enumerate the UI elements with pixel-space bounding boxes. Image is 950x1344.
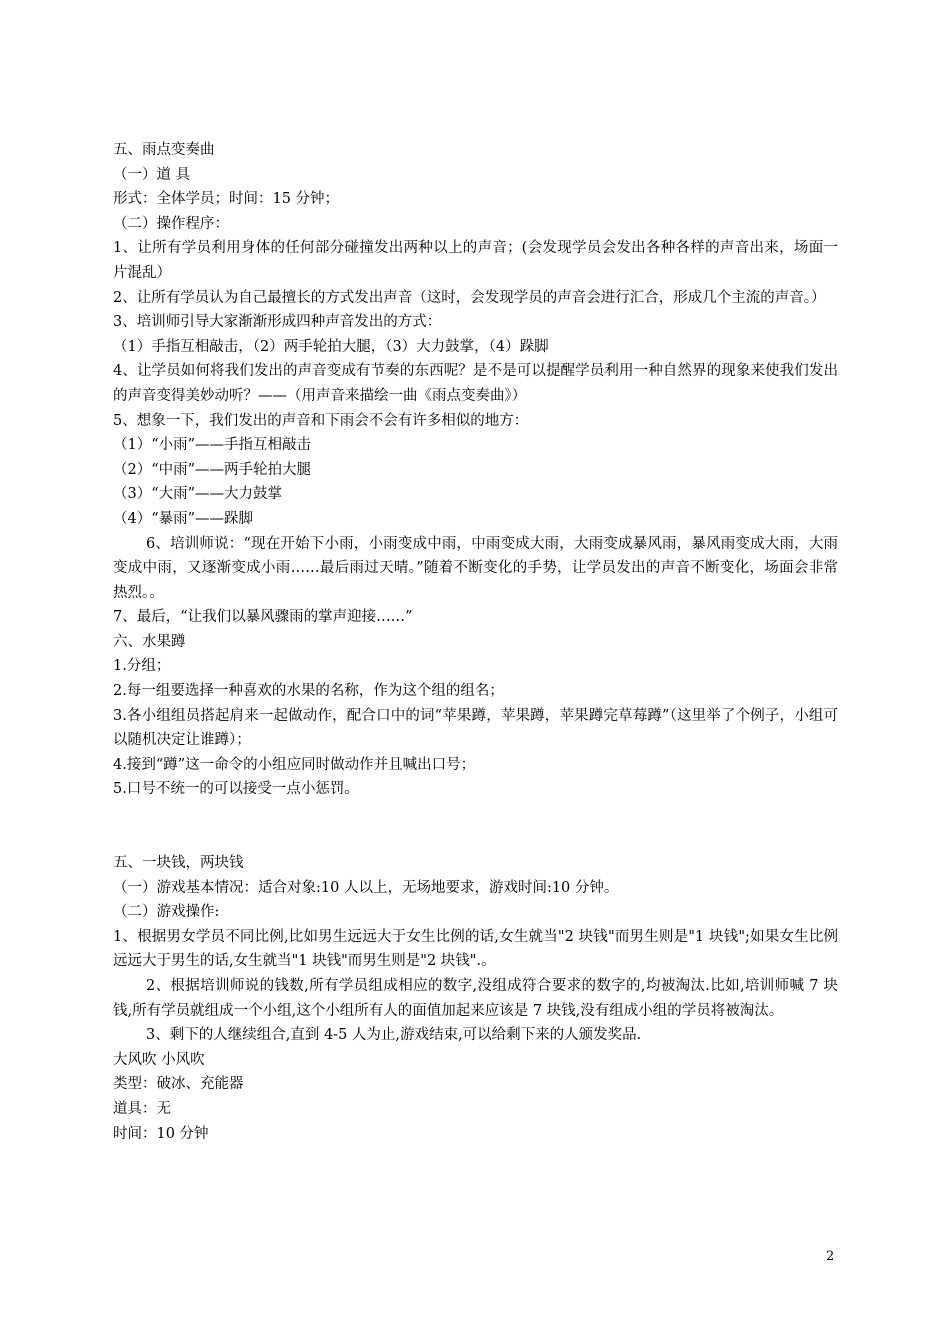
fruit-item: 1.分组； [113,658,171,675]
wind-type: 类型：破冰、充能器 [113,1076,244,1093]
fruit-item: 2.每一组要选择一种喜欢的水果的名称，作为这个组的组名； [113,683,504,700]
section-title-money: 五、一块钱，两块钱 [113,855,244,872]
money-operation-heading: （二）游戏操作: [113,904,220,921]
page-number: 2 [826,1249,835,1264]
format-line: 形式：全体学员；时间：15 分钟； [113,191,340,208]
money-step-2: 2、根据培训师说的钱数,所有学员组成相应的数字,没组成符合要求的数字的,均被淘汰.比如,培训师喊 7 块钱,所有学员就组成一个小组,这个小组所有人的面值加起来应该是 7 块钱,没有组成小组的学员将被淘汰。 [113,978,838,1019]
rain-item: （2）“中雨”——两手轮拍大腿 [113,461,312,478]
fruit-item: 5.口号不统一的可以接受一点小惩罚。 [113,781,359,798]
procedure-heading: （二）操作程序： [113,215,229,232]
money-step-1: 1、根据男女学员不同比例,比如男生远远大于女生比例的话,女生就当"2 块钱"而男生则是"1 块钱";如果女生比例远远大于男生的话,女生就当"1 块钱"而男生则是"2 块钱".。 [113,928,838,970]
rain-step-3: 3、培训师引导大家渐渐形成四种声音发出的方式： [113,314,442,331]
fruit-item: 4.接到“蹲”这一命令的小组应同时做动作并且喊出口号； [113,756,476,773]
rain-step-2: 2、让所有学员认为自己最擅长的方式发出声音（这时，会发现学员的声音会进行汇合，形成几个主流的声音。） [113,289,826,306]
section-title-fruit: 六、水果蹲 [113,633,186,650]
rain-item: （4）“暴雨”——跺脚 [113,510,254,527]
wind-time: 时间：10 分钟 [113,1125,209,1142]
section-title-wind: 大风吹 小风吹 [113,1051,205,1068]
money-basic: （一）游戏基本情况：适合对象:10 人以上，无场地要求，游戏时间:10 分钟。 [113,879,619,896]
wind-props: 道具：无 [113,1100,171,1117]
money-step-3: 3、剩下的人继续组合,直到 4-5 人为止,游戏结束,可以给剩下来的人颁发奖品. [146,1027,642,1044]
rain-step-3-detail: （1）手指互相敲击，（2）两手轮拍大腿，（3）大力鼓掌，（4）跺脚 [113,338,549,355]
document-body [113,138,838,1146]
rain-step-4: 4、让学员如何将我们发出的声音变成有节奏的东西呢？是不是可以提醒学员利用一种自然界的现象来使我们发出的声音变得美妙动听？——（用声音来描绘一曲《雨点变奏曲》） [113,363,838,404]
props-heading: （一）道 具 [113,166,191,183]
rain-step-5: 5、想象一下，我们发出的声音和下雨会不会有许多相似的地方： [113,412,529,429]
rain-step-6: 6、培训师说：“现在开始下小雨，小雨变成中雨，中雨变成大雨，大雨变成暴风雨，暴风雨变成大雨，大雨变成中雨，又逐渐变成小雨……最后雨过天晴。”随着不断变化的手势，让学员发出的声音不断变化，场面会非常热烈。。 [113,535,838,601]
rain-step-1: 1、让所有学员利用身体的任何部分碰撞发出两种以上的声音；(会发现学员会发出各种各样的声音出来，场面一片混乱） [113,240,838,281]
rain-item: （1）“小雨”——手指互相敲击 [113,437,312,454]
section-spacer [113,802,838,851]
section-title-rain: 五、雨点变奏曲 [113,142,215,158]
rain-item: （3）“大雨”——大力鼓掌 [113,486,283,503]
rain-step-7: 7、最后，“让我们以暴风骤雨的掌声迎接……” [113,609,413,626]
fruit-item: 3.各小组组员搭起肩来一起做动作，配合口中的词“苹果蹲，苹果蹲，苹果蹲完草莓蹲”（这里举了个例子，小组可以随机决定让谁蹲）； [113,707,838,749]
